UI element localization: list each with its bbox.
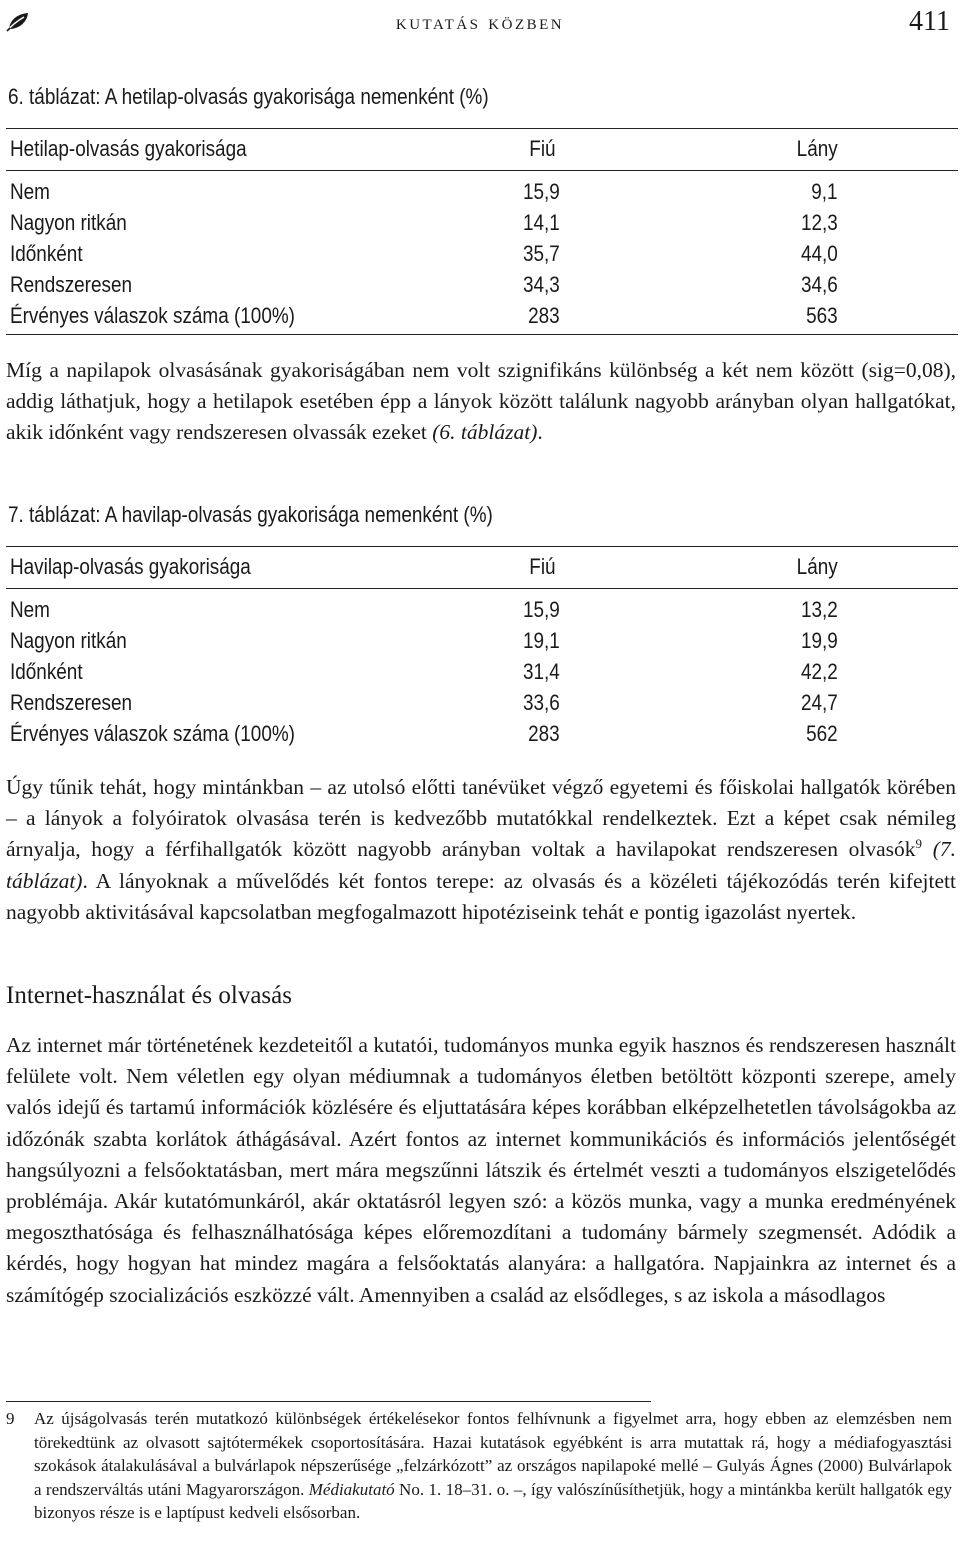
table-cell-label: Rendszeresen [10,272,133,297]
table-cell-label: Nagyon ritkán [10,210,127,235]
table-cell-lany: 42,2 [801,659,838,684]
table-cell-lany: 9,1 [811,179,838,204]
table-cell-fiu: 283 [528,721,560,746]
table-cell-label: Rendszeresen [10,690,133,715]
table-header-cell: Havilap-olvasás gyakorisága [10,554,251,579]
footnote-text: No. 1. 18–31. o. –, így valószínűsíthetjük, hogy a mintánkba került hallgatók egy bizonyos része is e laptípust kedveli elsősorban. [34,1479,952,1522]
table-rule-top [6,546,958,547]
table-7-caption: 7. táblázat: A havilap-olvasás gyakorisága nemenként (%) [8,502,493,527]
page-number: 411 [909,6,950,37]
table-cell-lany: 24,7 [801,690,838,715]
running-header [0,4,960,44]
paragraph-text: Úgy tűnik tehát, hogy mintánkban – az utolsó előtti tanévüket végző egyetemi és főiskolai hallgatók körében – a lányok a folyóiratok olvasása terén is kedvezőbb mutatókkal rendelkeztek. Ezt a képet csak némileg árnyalja, hogy a férfihallgatók között nagyobb arányban voltak a havilapokat rendszeresen olvasók [6,775,956,862]
table-row [6,272,958,303]
table-cell-lany: 12,3 [801,210,838,235]
table-cell-label: Időnként [10,659,83,684]
table-cell-fiu: 15,9 [523,179,560,204]
table-cell-fiu: 19,1 [523,628,560,653]
table-cell-fiu: 283 [528,303,560,328]
paragraph-1 [6,355,956,449]
footnote-number: 9 [6,1409,15,1428]
journal-title: Médiakutató [308,1479,395,1499]
paragraph-end: . [537,420,543,445]
table-cell-fiu: 15,9 [523,597,560,622]
table-cell-label: Időnként [10,241,83,266]
section-title: Internet-használat és olvasás [6,982,292,1009]
table-row [6,241,958,272]
table-rule-bottom [6,334,958,335]
table-rule-top [6,128,958,129]
table-cell-fiu: 35,7 [523,241,560,266]
table-header-row [6,136,958,167]
paragraph-3 [6,1030,956,1311]
table-cell-fiu: 31,4 [523,659,560,684]
table-row [6,179,958,210]
table-row [6,659,958,690]
paragraph-2 [6,772,956,928]
table-cell-fiu: 34,3 [523,272,560,297]
table-cell-lany: 563 [806,303,838,328]
paragraph-text: . A lányoknak a művelődés két fontos terepe: az olvasás és a közéleti tájékozódás terén kifejtett nagyobb aktivitásával kapcsolatban megfogalmazott hipotéziseink tehát e pontig igazolást nyertek. [6,868,956,924]
footnote-text: Az újságolvasás terén mutatkozó különbségek értékelésekor fontos felhívnunk a figyelmet arra, hogy ebben az elemzésben nem törekedtünk az olvasott sajtótermékek csoportosítására. Hazai kutatások egyébként is arra mutattak rá, hogy a médiafogyasztási szokások átalakulásával a bulvárlapok népszerűsége „felzárkózott” az országos napilapoké mellé – Gulyás Ágnes (2000) Bulvárlapok a rendszerváltás utáni Magyarországon. [34,1409,952,1499]
table-header-cell: Fiú [529,136,556,161]
table-cell-lany: 44,0 [801,241,838,266]
table-cell-lany: 19,9 [801,628,838,653]
table-cell-label: Érvényes válaszok száma (100%) [10,721,295,746]
table-rule-mid [6,170,958,171]
table-cell-label: Érvényes válaszok száma (100%) [10,303,295,328]
table-reference: (6. táblázat) [432,420,538,445]
table-reference: (7. táblázat) [6,837,956,893]
table-cell-label: Nagyon ritkán [10,628,127,653]
table-header-cell: Lány [796,554,838,579]
table-cell-lany: 13,2 [801,597,838,622]
table-rule-mid [6,588,958,589]
table-header-cell: Fiú [529,554,556,579]
table-row [6,690,958,721]
table-header-cell: Hetilap-olvasás gyakorisága [10,136,247,161]
table-cell-label: Nem [10,597,50,622]
paragraph-text: Míg a napilapok olvasásának gyakoriságában nem volt szignifikáns különbség a két nem között (sig=0,08), addig láthatjuk, hogy a hetilapok esetében épp a lányok között találunk nagyobb arányban olyan hallgatókat, akik időnként vagy rendszeresen olvassák ezeket [6,358,956,445]
table-cell-lany: 562 [806,721,838,746]
footnote-mark: 9 [915,836,923,852]
footnote [6,1407,952,1525]
table-row [6,210,958,241]
table-cell-label: Nem [10,179,50,204]
table-row [6,721,958,752]
paragraph-text: Az internet már történetének kezdeteitől a kutatói, tudományos munka egyik hasznos és rendszeresen használt felülete volt. Nem véletlen egy olyan médiumnak a tudományos életben betöltött központi szerepe, amely valós idejű és tartamú információk közlésére és eljuttatására képes korábban elképzelhetetlen távolságokba az időzónák szabta korlátok áthágásával. Azért fontos az internet kommunikációs és információs jelentőségét hangsúlyozni a felsőoktatásban, mert mára megszűnni látszik és értelmét veszti a tudományos elszigetelődés problémája. Akár kutatómunkáról, akár oktatásról legyen szó: a közös munka, vagy a munka eredményének megoszthatósága és felhasználhatósága képes előremozdítani a tudomány bármely szegmensét. Adódik a kérdés, hogy hogyan hat mindez magára a felsőoktatás alanyára: a hallgatóra. Napjainkra az internet és a számítógép szocializációs eszközzé vált. Amennyiben a család az elsődleges, s az iskola a másodlagos [6,1033,956,1307]
table-header-row [6,554,958,585]
footnote-body [6,1407,952,1525]
table-row [6,628,958,659]
running-title: kutatás közben [395,10,565,34]
table-header-cell: Lány [796,136,838,161]
table-6-caption: 6. táblázat: A hetilap-olvasás gyakorisága nemenként (%) [8,84,489,109]
table-cell-lany: 34,6 [801,272,838,297]
footnote-rule [6,1401,651,1402]
table-row [6,597,958,628]
table-cell-fiu: 33,6 [523,690,560,715]
table-row [6,303,958,334]
table-cell-fiu: 14,1 [523,210,560,235]
